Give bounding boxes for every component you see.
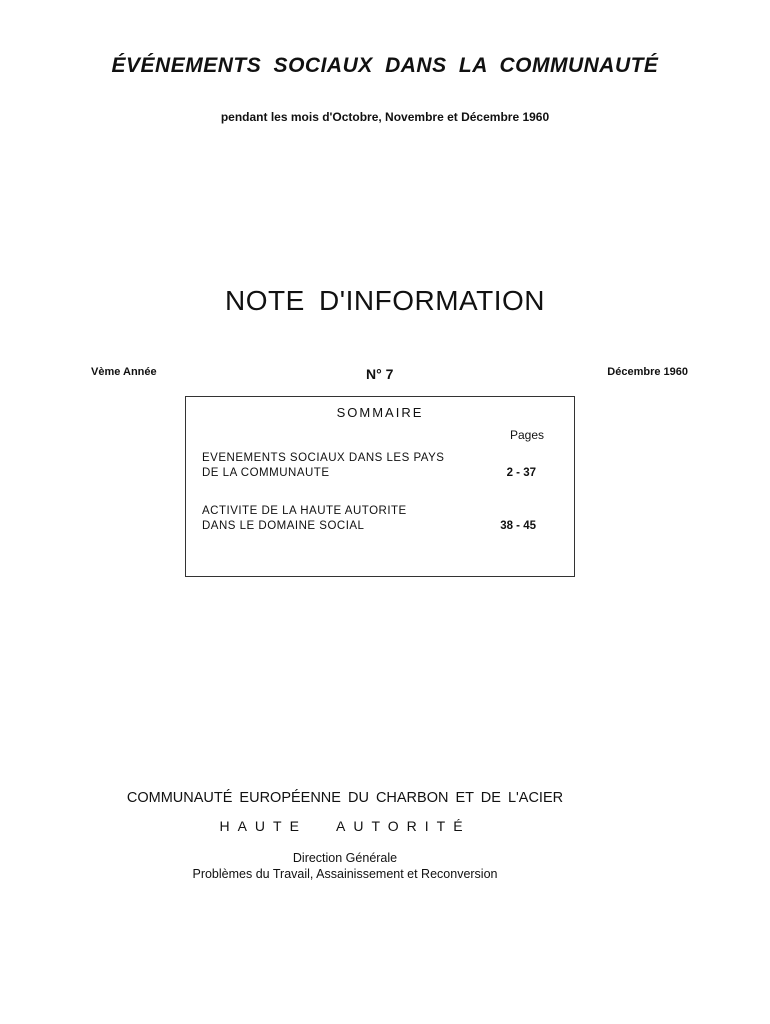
directorate-line: Direction Générale <box>292 851 398 865</box>
publication-year-label: Vème Année <box>91 366 157 378</box>
summary-heading: SOMMAIRE <box>336 405 424 420</box>
publication-number: N° 7 <box>366 366 394 382</box>
summary-entry-pages: 2 - 37 <box>506 467 536 479</box>
summary-box <box>185 396 575 577</box>
document-period-subtitle: pendant les mois d'Octobre, Novembre et Décembre 1960 <box>220 110 550 124</box>
publication-title: NOTE D'INFORMATION <box>224 285 546 316</box>
summary-entry-line: ACTIVITE DE LA HAUTE AUTORITE <box>202 505 407 517</box>
document-main-title: ÉVÉNEMENTS SOCIAUX DANS LA COMMUNAUTÉ <box>111 54 659 77</box>
authority-name: HAUTE AUTORITÉ <box>219 818 471 834</box>
directorate-line: Problèmes du Travail, Assainissement et Reconversion <box>192 867 498 881</box>
publication-date: Décembre 1960 <box>607 366 688 378</box>
summary-entry-line: DE LA COMMUNAUTE <box>202 467 330 479</box>
summary-entry <box>202 451 552 481</box>
organization-name: COMMUNAUTÉ EUROPÉENNE DU CHARBON ET DE L'ACIER <box>126 790 564 806</box>
summary-entry-line: EVENEMENTS SOCIAUX DANS LES PAYS <box>202 452 445 464</box>
pages-column-header: Pages <box>509 428 544 442</box>
summary-entry-pages: 38 - 45 <box>500 520 536 532</box>
summary-entry-line: DANS LE DOMAINE SOCIAL <box>202 520 365 532</box>
directorate-block <box>0 850 690 882</box>
summary-entry <box>202 504 552 534</box>
